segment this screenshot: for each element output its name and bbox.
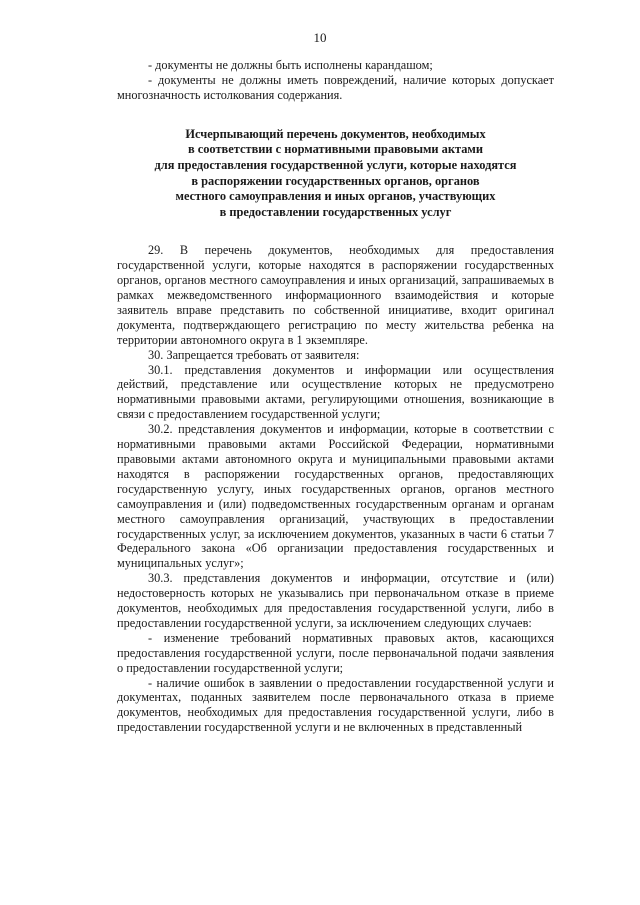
page-number: 10 xyxy=(313,30,327,45)
heading-line: в соответствии с нормативными правовыми актами xyxy=(187,142,484,157)
heading-line: для предоставления государственной услуги, которые находятся xyxy=(154,157,517,172)
list-item: - наличие ошибок в заявлении о предоставлении государственной услуги и документах, поданных заявителем после первоначального отказа в приеме документов, необходимых для предоставления государственной услуги, либо в предоставлении государственной услуги и не включенных в представленный xyxy=(117,675,554,735)
heading-line: в распоряжении государственных органов, органов xyxy=(191,173,480,188)
paragraph-30-1: 30.1. представления документов и информации или осуществления действий, представление или осуществление которых не предусмотрено нормативными правовыми актами, регулирующими отношения, возникающие в связи с предоставлением государственной услуги; xyxy=(117,362,554,422)
heading-line: Исчерпывающий перечень документов, необходимых xyxy=(185,126,486,141)
paragraph-30: 30. Запрещается требовать от заявителя: xyxy=(148,347,360,362)
list-item: - документы не должны иметь повреждений, наличие которых допускает многозначность истолкования содержания. xyxy=(117,72,554,102)
paragraph-30-3: 30.3. представления документов и информации, отсутствие и (или) недостоверность которых не указывались при первоначальном отказе в приеме документов, необходимых для предоставления государственной услуги, либо в предоставлении государственной услуги, за исключением следующих случаев: xyxy=(117,571,554,630)
section-heading xyxy=(117,127,554,221)
document-body xyxy=(117,58,554,735)
paragraph-29: 29. В перечень документов, необходимых для предоставления государственной услуги, которые находятся в распоряжении государственных органов, органов местного самоуправления и иных организаций, запрашиваемых в рамках межведомственного информационного взаимодействия и которые заявитель вправе представить по собственной инициативе, входит оригинал документа, подтверждающего регистрацию по месту жительства ребенка на территории автономного округа в 1 экземпляре. xyxy=(117,243,554,347)
heading-line: в предоставлении государственных услуг xyxy=(219,204,452,219)
paragraph-30-2: 30.2. представления документов и информации, которые в соответствии с нормативными правовыми актами Российской Федерации, нормативными правовыми актами автономного округа и муниципальными правовыми актами находятся в распоряжении государственных органов, предоставляющих государственную услугу, иных государственных органов, органов местного самоуправления и (или) подведомственных государственным органам и органам местного самоуправления организаций, участвующих в предоставлении государственных услуг, за исключением документов, указанных в части 6 статьи 7 Федерального закона «Об организации предоставления государственных и муниципальных услуг»; xyxy=(117,422,554,571)
list-item: - изменение требований нормативных правовых актов, касающихся предоставления государственной услуги, после первоначальной подачи заявления о предоставлении государственной услуги; xyxy=(117,630,554,675)
list-item: - документы не должны быть исполнены карандашом; xyxy=(148,58,433,72)
heading-line: местного самоуправления и иных органов, участвующих xyxy=(175,189,496,204)
